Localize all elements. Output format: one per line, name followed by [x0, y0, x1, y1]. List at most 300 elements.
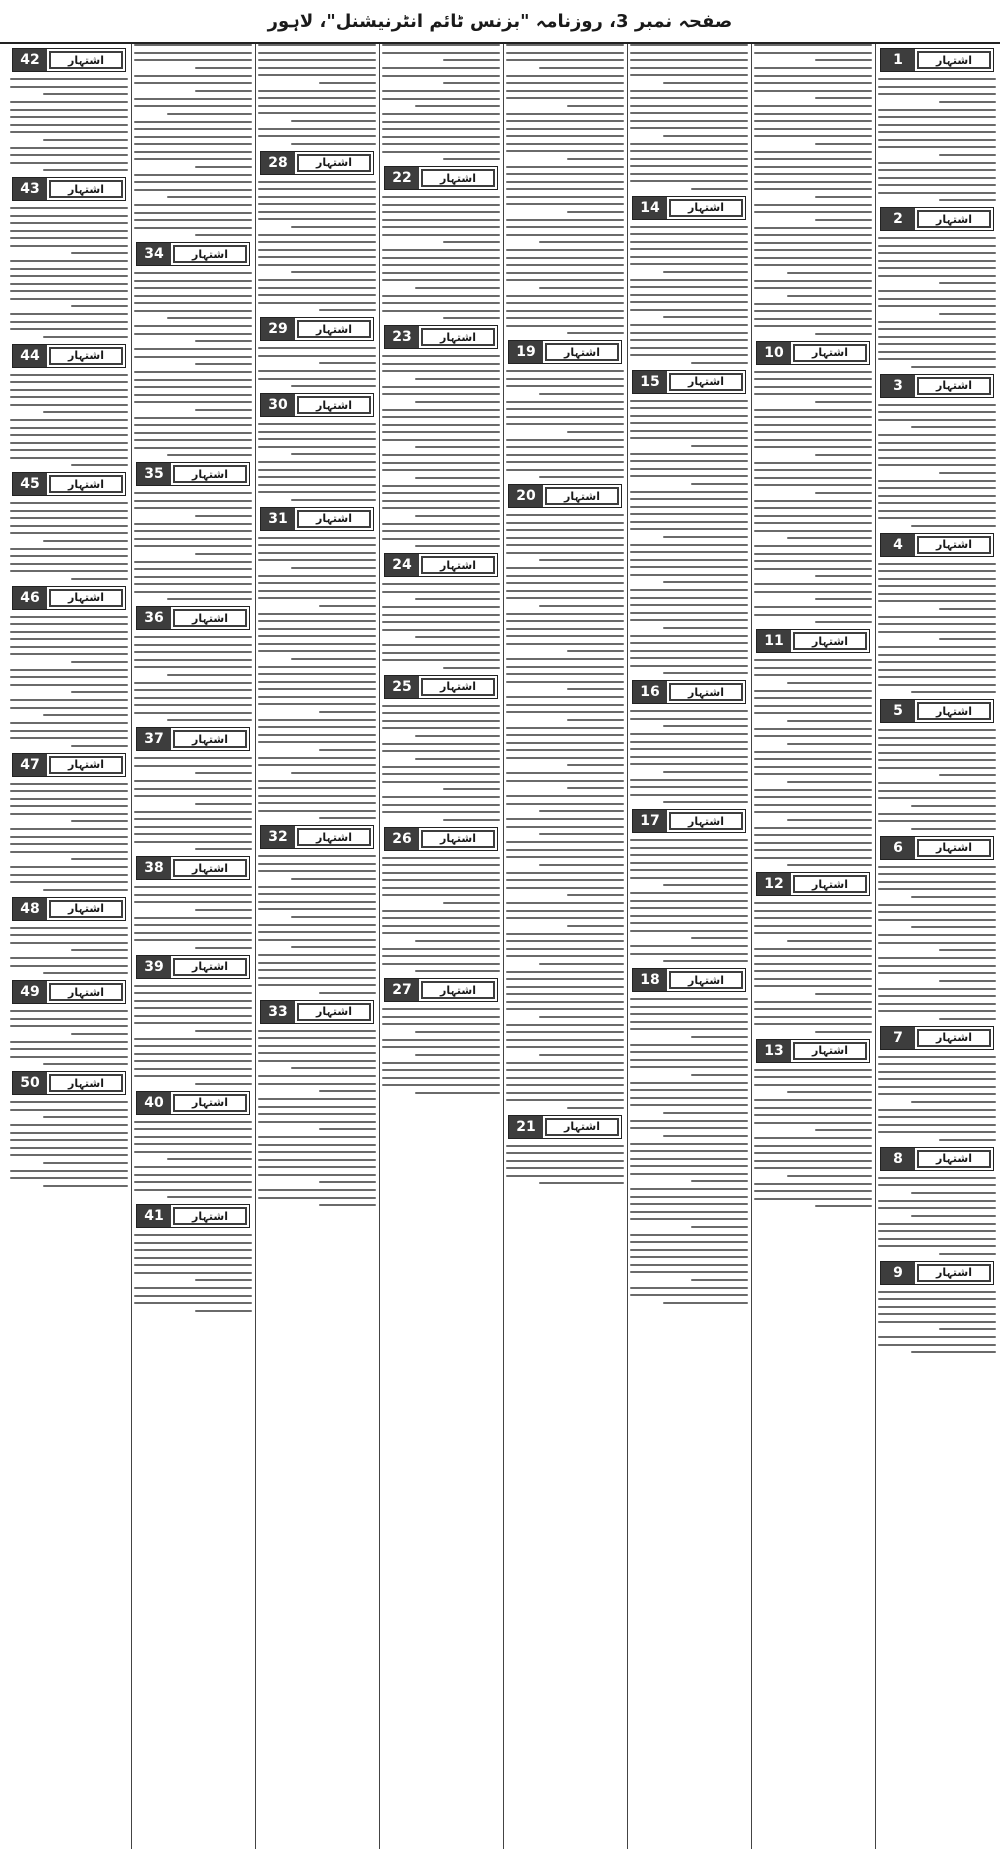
- text-line: [258, 476, 376, 478]
- ad-text-block: [506, 439, 624, 479]
- ad-text-block: [258, 90, 376, 122]
- text-line: [878, 767, 996, 769]
- ad-number-badge: [12, 1071, 126, 1095]
- ad-number: 25: [385, 676, 419, 698]
- text-line: [43, 540, 128, 542]
- text-line: [506, 461, 624, 463]
- ad-text-block: [630, 143, 748, 190]
- text-line: [630, 506, 748, 508]
- text-line: [754, 978, 872, 980]
- text-line: [506, 257, 624, 259]
- ad-text-block: [878, 904, 996, 929]
- text-line: [134, 82, 252, 84]
- text-line: [382, 781, 500, 783]
- text-line: [506, 196, 624, 198]
- text-line: [134, 530, 252, 532]
- text-line: [134, 1068, 252, 1070]
- text-line: [663, 725, 748, 727]
- text-line: [134, 325, 252, 327]
- text-line: [506, 1039, 624, 1041]
- ad-text-block: [134, 348, 252, 365]
- ad-text-block: [382, 1062, 500, 1094]
- text-line: [195, 1279, 252, 1281]
- text-line: [319, 749, 376, 751]
- text-line: [415, 1092, 500, 1094]
- text-line: [258, 962, 376, 964]
- text-line: [567, 650, 624, 652]
- text-line: [10, 790, 128, 792]
- ad-text-block: [630, 226, 748, 273]
- text-line: [506, 120, 624, 122]
- text-line: [630, 437, 748, 439]
- text-line: [506, 302, 624, 304]
- text-line: [415, 735, 500, 737]
- text-line: [10, 1132, 128, 1134]
- text-line: [754, 257, 872, 259]
- ad-text-block: [134, 204, 252, 236]
- text-line: [630, 180, 748, 182]
- ad-text-block: [506, 219, 624, 244]
- ad-number-badge: [880, 48, 994, 72]
- ad-text-block: [630, 839, 748, 886]
- ad-label: اشتہار: [49, 475, 123, 493]
- text-line: [10, 965, 128, 967]
- text-line: [291, 1067, 376, 1069]
- ad-text-block: [754, 44, 872, 61]
- ad-number-badge: [508, 1115, 622, 1139]
- text-line: [258, 241, 376, 243]
- ad-text-block: [878, 1109, 996, 1141]
- text-line: [630, 1066, 748, 1068]
- text-line: [382, 128, 500, 130]
- text-line: [167, 674, 252, 676]
- ad-text-block: [506, 872, 624, 897]
- text-line: [878, 328, 996, 330]
- text-line: [630, 559, 748, 561]
- text-line: [663, 801, 748, 803]
- text-line: [506, 1145, 624, 1147]
- ad-label: اشتہار: [297, 1003, 371, 1021]
- text-line: [878, 965, 996, 967]
- text-line: [443, 241, 500, 243]
- text-line: [754, 371, 872, 373]
- text-line: [415, 287, 500, 289]
- text-line: [506, 44, 624, 46]
- text-line: [787, 682, 872, 684]
- text-line: [382, 310, 500, 312]
- text-line: [630, 1294, 748, 1296]
- text-line: [506, 575, 624, 577]
- text-line: [10, 783, 128, 785]
- text-line: [878, 1071, 996, 1073]
- text-line: [754, 90, 872, 92]
- ad-number: 18: [633, 969, 667, 991]
- text-line: [567, 688, 624, 690]
- text-line: [878, 321, 996, 323]
- text-line: [754, 249, 872, 251]
- text-line: [878, 358, 996, 360]
- text-line: [506, 1031, 624, 1033]
- text-line: [258, 97, 376, 99]
- text-line: [382, 948, 500, 950]
- ad-text-block: [506, 727, 624, 767]
- ad-text-block: [382, 796, 500, 821]
- ad-label: اشتہار: [421, 981, 495, 999]
- text-line: [10, 623, 128, 625]
- ad-number-badge: [384, 675, 498, 699]
- ad-text-block: [754, 690, 872, 722]
- text-line: [630, 1089, 748, 1091]
- text-line: [878, 305, 996, 307]
- text-line: [258, 1098, 376, 1100]
- ad-number: 26: [385, 828, 419, 850]
- ad-label: اشتہار: [545, 487, 619, 505]
- ad-text-block: [630, 1188, 748, 1228]
- text-line: [258, 1144, 376, 1146]
- text-line: [878, 245, 996, 247]
- text-line: [878, 162, 996, 164]
- ad-number: 16: [633, 681, 667, 703]
- text-line: [878, 252, 996, 254]
- text-line: [630, 263, 748, 265]
- text-line: [630, 922, 748, 924]
- ad-text-block: [258, 537, 376, 569]
- text-line: [754, 667, 872, 669]
- text-line: [382, 1046, 500, 1048]
- ad-text-block: [134, 1287, 252, 1312]
- ad-number-badge: [632, 680, 746, 704]
- text-line: [754, 560, 872, 562]
- text-line: [754, 583, 872, 585]
- text-line: [754, 515, 872, 517]
- ad-text-block: [878, 109, 996, 156]
- text-line: [939, 774, 996, 776]
- text-line: [506, 727, 624, 729]
- text-line: [382, 727, 500, 729]
- ad-label: اشتہار: [421, 678, 495, 696]
- text-line: [10, 737, 128, 739]
- ad-text-block: [878, 813, 996, 830]
- ad-text-block: [258, 1098, 376, 1130]
- text-line: [939, 608, 996, 610]
- text-line: [415, 1031, 500, 1033]
- text-line: [754, 325, 872, 327]
- text-line: [134, 682, 252, 684]
- text-line: [258, 787, 376, 789]
- text-line: [195, 553, 252, 555]
- text-line: [134, 204, 252, 206]
- ad-number-badge: [12, 753, 126, 777]
- text-line: [258, 1113, 376, 1115]
- text-line: [506, 856, 624, 858]
- text-line: [506, 408, 624, 410]
- ad-text-block: [506, 113, 624, 160]
- text-line: [10, 866, 128, 868]
- text-line: [382, 462, 500, 464]
- text-line: [506, 552, 624, 554]
- text-line: [878, 813, 996, 815]
- text-line: [754, 416, 872, 418]
- ad-label: اشتہار: [49, 983, 123, 1001]
- text-line: [415, 515, 500, 517]
- text-line: [506, 818, 624, 820]
- text-line: [134, 310, 252, 312]
- ad-number-badge: [260, 1000, 374, 1024]
- text-line: [754, 318, 872, 320]
- text-line: [134, 447, 252, 449]
- text-line: [878, 1245, 996, 1247]
- column-divider: [379, 44, 380, 1849]
- text-line: [382, 98, 500, 100]
- text-line: [134, 985, 252, 987]
- text-line: [787, 295, 872, 297]
- text-line: [630, 422, 748, 424]
- text-line: [630, 1013, 748, 1015]
- text-line: [382, 469, 500, 471]
- text-line: [630, 294, 748, 296]
- ad-text-block: [630, 400, 748, 447]
- text-line: [630, 52, 748, 54]
- text-line: [878, 139, 996, 141]
- text-line: [506, 310, 624, 312]
- ad-text-block: [382, 1039, 500, 1056]
- text-line: [539, 810, 624, 812]
- ad-number: 36: [137, 607, 171, 629]
- text-line: [878, 1131, 996, 1133]
- text-line: [134, 651, 252, 653]
- text-line: [754, 303, 872, 305]
- text-line: [506, 948, 624, 950]
- text-line: [878, 1056, 996, 1058]
- ad-number-badge: [880, 533, 994, 557]
- text-line: [258, 52, 376, 54]
- text-line: [10, 1139, 128, 1141]
- ad-number-badge: [136, 955, 250, 979]
- text-line: [134, 394, 252, 396]
- ad-text-block: [382, 295, 500, 320]
- ad-text-block: [258, 423, 376, 455]
- text-line: [630, 930, 748, 932]
- text-line: [878, 343, 996, 345]
- text-line: [134, 583, 252, 585]
- ad-label: اشتہار: [49, 180, 123, 198]
- ad-number-badge: [384, 325, 498, 349]
- text-line: [506, 514, 624, 516]
- text-line: [258, 67, 376, 69]
- ad-text-block: [10, 669, 128, 694]
- text-line: [630, 1120, 748, 1122]
- text-line: [630, 589, 748, 591]
- ad-text-block: [506, 567, 624, 607]
- text-line: [630, 1218, 748, 1220]
- text-line: [630, 226, 748, 228]
- ad-text-block: [134, 371, 252, 411]
- text-line: [754, 1001, 872, 1003]
- text-line: [258, 188, 376, 190]
- text-line: [258, 719, 376, 721]
- text-line: [815, 97, 872, 99]
- text-line: [787, 537, 872, 539]
- text-line: [506, 1092, 624, 1094]
- text-line: [506, 993, 624, 995]
- text-line: [382, 264, 500, 266]
- text-line: [754, 530, 872, 532]
- text-line: [258, 734, 376, 736]
- text-line: [754, 204, 872, 206]
- text-line: [134, 1174, 252, 1176]
- text-line: [567, 158, 624, 160]
- text-line: [10, 1109, 128, 1111]
- text-line: [630, 430, 748, 432]
- ad-label: اشتہار: [917, 210, 991, 228]
- text-line: [195, 67, 252, 69]
- ad-label: اشتہار: [421, 328, 495, 346]
- ad-text-block: [506, 401, 624, 433]
- text-line: [382, 500, 500, 502]
- text-line: [415, 545, 500, 547]
- ad-label: اشتہار: [917, 1150, 991, 1168]
- ad-number: 43: [13, 178, 47, 200]
- ad-text-block: [382, 644, 500, 669]
- ad-text-block: [258, 461, 376, 501]
- text-line: [630, 1044, 748, 1046]
- text-line: [630, 90, 748, 92]
- text-line: [754, 789, 872, 791]
- text-line: [754, 948, 872, 950]
- text-line: [258, 469, 376, 471]
- text-line: [754, 310, 872, 312]
- text-line: [506, 59, 624, 61]
- text-line: [134, 901, 252, 903]
- text-line: [195, 772, 252, 774]
- text-line: [754, 712, 872, 714]
- text-line: [382, 583, 500, 585]
- text-line: [134, 59, 252, 61]
- text-line: [567, 925, 624, 927]
- text-line: [878, 654, 996, 656]
- text-line: [506, 910, 624, 912]
- text-line: [382, 963, 500, 965]
- text-line: [911, 525, 996, 527]
- text-line: [134, 780, 252, 782]
- text-line: [134, 894, 252, 896]
- text-line: [10, 207, 128, 209]
- text-line: [506, 613, 624, 615]
- ad-number: 22: [385, 167, 419, 189]
- text-line: [754, 484, 872, 486]
- text-line: [754, 227, 872, 229]
- text-line: [10, 1010, 128, 1012]
- text-line: [911, 828, 996, 830]
- text-line: [506, 97, 624, 99]
- text-line: [815, 333, 872, 335]
- text-line: [754, 1145, 872, 1147]
- ad-number-badge: [260, 393, 374, 417]
- text-line: [258, 484, 376, 486]
- text-line: [878, 336, 996, 338]
- text-line: [382, 621, 500, 623]
- ad-text-block: [258, 886, 376, 918]
- ad-text-block: [754, 902, 872, 942]
- text-line: [134, 1015, 252, 1017]
- text-line: [539, 559, 624, 561]
- text-line: [630, 415, 748, 417]
- text-line: [939, 282, 996, 284]
- text-line: [258, 249, 376, 251]
- text-line: [630, 354, 748, 356]
- text-line: [382, 773, 500, 775]
- text-line: [134, 1189, 252, 1191]
- text-line: [167, 454, 252, 456]
- text-line: [319, 309, 376, 311]
- text-line: [506, 887, 624, 889]
- text-line: [506, 295, 624, 297]
- text-line: [258, 650, 376, 652]
- text-line: [291, 658, 376, 660]
- text-line: [10, 427, 128, 429]
- ad-label: اشتہار: [49, 756, 123, 774]
- text-line: [911, 926, 996, 928]
- ad-text-block: [134, 757, 252, 774]
- text-line: [134, 811, 252, 813]
- text-line: [506, 75, 624, 77]
- text-line: [134, 757, 252, 759]
- text-line: [878, 911, 996, 913]
- text-line: [787, 1091, 872, 1093]
- ad-number-badge: [508, 484, 622, 508]
- text-line: [506, 128, 624, 130]
- text-line: [258, 1030, 376, 1032]
- text-line: [134, 561, 252, 563]
- ad-text-block: [878, 957, 996, 982]
- ad-label: اشتہار: [173, 245, 247, 263]
- text-line: [382, 226, 500, 228]
- ad-text-block: [754, 1099, 872, 1131]
- text-line: [258, 128, 376, 130]
- text-line: [630, 1082, 748, 1084]
- text-line: [258, 855, 376, 857]
- ad-text-block: [258, 1075, 376, 1092]
- ad-text-block: [382, 910, 500, 942]
- text-line: [567, 211, 624, 213]
- ad-text-block: [258, 855, 376, 880]
- text-line: [134, 939, 252, 941]
- text-line: [382, 796, 500, 798]
- text-line: [506, 597, 624, 599]
- text-line: [567, 431, 624, 433]
- ad-text-block: [878, 1223, 996, 1255]
- text-line: [506, 666, 624, 668]
- text-line: [258, 287, 376, 289]
- text-line: [630, 1150, 748, 1152]
- text-line: [382, 887, 500, 889]
- text-line: [10, 290, 128, 292]
- text-line: [382, 879, 500, 881]
- ad-text-block: [258, 347, 376, 364]
- text-line: [630, 112, 748, 114]
- text-line: [754, 386, 872, 388]
- text-line: [506, 582, 624, 584]
- text-line: [878, 1109, 996, 1111]
- text-line: [258, 302, 376, 304]
- text-line: [443, 59, 500, 61]
- text-line: [754, 1160, 872, 1162]
- text-line: [382, 864, 500, 866]
- text-line: [754, 857, 872, 859]
- text-line: [506, 203, 624, 205]
- text-line: [630, 498, 748, 500]
- ad-number: 27: [385, 979, 419, 1001]
